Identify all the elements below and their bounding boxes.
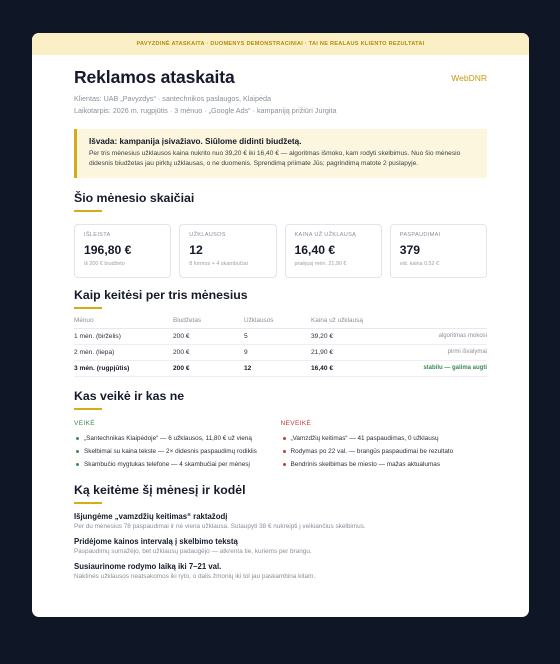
- bullet-icon: [76, 437, 79, 440]
- change-title: Išjungėme „vamzdžių keitimas“ raktažodį: [74, 511, 228, 521]
- period-line: Laikotarpis: 2026 m. rugpjūtis · 3 mėnuo · „Google Ads“ · kampaniją prižiūri Jurgita: [74, 105, 337, 115]
- kpi-sub: 8 formos + 4 skambučiai: [189, 260, 248, 267]
- list-item: [281, 432, 488, 445]
- table-row: [74, 328, 487, 344]
- column-header: [385, 317, 487, 329]
- trend-section: [74, 288, 487, 377]
- change-item: [74, 512, 487, 530]
- section-title-works: Kas veikė ir kas ne: [74, 388, 185, 403]
- list-item-text: Skambučio mygtukas telefone — 4 skambučiai per mėnesį: [84, 460, 250, 468]
- section-underline: [74, 408, 102, 410]
- report-header: [74, 67, 487, 88]
- change-desc: Paspaudimų sumažėjo, bet užklausų padaugėjo — atkrenta tie, kuriems per brangu.: [74, 547, 312, 555]
- callout-body: Per tris mėnesius užklausos kaina nukrito nuo 39,20 € iki 16,40 € — algoritmas išmoko, kam rodyti skelbimus. Nuo šio mėnesio didesnis biudžetas jau pirktų užklausas, o ne duomenis. Sprendimą priimate Jūs; pagrindimą matote 2 puslapyje.: [89, 150, 461, 168]
- kpi-label: UŽKLAUSOS: [189, 231, 226, 238]
- list-item: [281, 458, 488, 471]
- kpi-sub: vid. kaina 0,52 €: [399, 260, 440, 267]
- works-columns: [74, 420, 487, 471]
- cell-leads: 12: [244, 360, 311, 376]
- cell-note: stabilu — galima augti: [385, 360, 487, 376]
- change-desc: Naktinės užklausos neatsakomos iki ryto, o dalis žmonių iki tol jau paskambina kitam.: [74, 572, 316, 580]
- worked-column: [74, 420, 281, 471]
- change-item: [74, 562, 487, 580]
- change-desc: Per du mėnesius 78 paspaudimai ir nė viena užklausa. Sutaupyti 38 € nukreipti į veikiančius skelbimus.: [74, 522, 366, 530]
- cell-cpl: 21,90 €: [311, 344, 385, 360]
- worked-label: VEIKĖ: [74, 419, 95, 427]
- list-item: [281, 445, 488, 458]
- bullet-icon: [283, 450, 286, 453]
- table-row: [74, 360, 487, 376]
- kpi-value: 16,40 €: [294, 242, 336, 257]
- list-item: [74, 445, 281, 458]
- report-content: [32, 67, 529, 580]
- list-item: [74, 432, 281, 445]
- change-title: Pridėjome kainos intervalą į skelbimo tekstą: [74, 536, 238, 546]
- section-title-kpi: Šio mėnesio skaičiai: [74, 190, 195, 205]
- kpi-value: 379: [399, 242, 421, 257]
- cell-note: pirmi išvalymai: [385, 344, 487, 360]
- not-worked-column: [281, 420, 488, 471]
- list-item: [74, 458, 281, 471]
- bullet-icon: [283, 463, 286, 466]
- bullet-icon: [283, 437, 286, 440]
- kpi-sub: iš 200 € biudžeto: [84, 260, 125, 267]
- list-item-text: „Santechnikas Klaipėdoje“ — 6 užklausos, 11,80 € už vieną: [84, 434, 252, 442]
- kpi-card-clicks: [390, 224, 487, 278]
- kpi-card-spent: [74, 224, 171, 278]
- kpi-cards: [74, 224, 487, 278]
- cell-month: 3 mėn. (rugpjūtis): [74, 360, 173, 376]
- table-header-row: [74, 317, 487, 329]
- page-title: Reklamos ataskaita: [74, 67, 235, 87]
- cell-cpl: 39,20 €: [311, 328, 385, 344]
- cell-note: algoritmas mokosi: [385, 328, 487, 344]
- works-section: [74, 389, 487, 471]
- cell-cpl: 16,40 €: [311, 360, 385, 376]
- list-item-text: „Vamzdžių keitimas“ — 41 paspaudimas, 0 užklausų: [290, 434, 439, 442]
- cell-budget: 200 €: [173, 328, 244, 344]
- section-underline: [74, 307, 102, 309]
- list-item-text: Bendrinis skelbimas be miesto — mažas aktualumas: [290, 460, 441, 468]
- kpi-section: [74, 191, 487, 278]
- cell-leads: 5: [244, 328, 311, 344]
- report-card: [32, 33, 529, 617]
- bullet-icon: [76, 450, 79, 453]
- kpi-value: 12: [189, 242, 203, 257]
- kpi-label: IŠLEISTA: [84, 231, 111, 238]
- section-title-changes: Ką keitėme šį mėnesį ir kodėl: [74, 482, 246, 497]
- change-item: [74, 537, 487, 555]
- cell-budget: 200 €: [173, 360, 244, 376]
- brand-logo: WebDNR: [451, 73, 487, 83]
- trend-table: [74, 317, 487, 377]
- kpi-card-cpl: [285, 224, 382, 278]
- demo-banner: PAVYZDINĖ ATASKAITA · DUOMENYS DEMONSTRACINIAI · TAI NE REALAUS KLIENTO REZULTATAI: [32, 33, 529, 55]
- kpi-label: KAINA UŽ UŽKLAUSĄ: [294, 231, 357, 238]
- list-item-text: Rodymas po 22 val. — brangūs paspaudimai be rezultato: [290, 447, 454, 455]
- conclusion-callout: [74, 129, 487, 178]
- section-underline: [74, 502, 102, 504]
- changes-section: [74, 483, 487, 580]
- cell-leads: 9: [244, 344, 311, 360]
- section-underline: [74, 210, 102, 212]
- table-row: [74, 344, 487, 360]
- kpi-sub: praėjusį mėn. 21,90 €: [294, 260, 347, 267]
- change-title: Susiaurinome rodymo laiką iki 7–21 val.: [74, 561, 222, 571]
- cell-budget: 200 €: [173, 344, 244, 360]
- column-header: Biudžetas: [173, 317, 244, 329]
- cell-month: 1 mėn. (birželis): [74, 328, 173, 344]
- list-item-text: Skelbimai su kaina tekste — 2× didesnis paspaudimų rodiklis: [84, 447, 257, 455]
- kpi-card-leads: [179, 224, 276, 278]
- cell-month: 2 mėn. (liepa): [74, 344, 173, 360]
- section-title-trend: Kaip keitėsi per tris mėnesius: [74, 287, 248, 302]
- column-header: Mėnuo: [74, 317, 173, 329]
- column-header: Užklausos: [244, 317, 311, 329]
- kpi-label: PASPAUDIMAI: [399, 231, 441, 238]
- not-worked-label: NEVEIKĖ: [280, 419, 312, 427]
- client-line: Klientas: UAB „Pavyzdys“ · santechnikos paslaugos, Klaipėda: [74, 94, 271, 103]
- column-header: Kaina už užklausą: [311, 317, 385, 329]
- bullet-icon: [76, 463, 79, 466]
- kpi-value: 196,80 €: [84, 242, 132, 257]
- callout-title: Išvada: kampanija įsivažiavo. Siūlome didinti biudžetą.: [89, 137, 302, 146]
